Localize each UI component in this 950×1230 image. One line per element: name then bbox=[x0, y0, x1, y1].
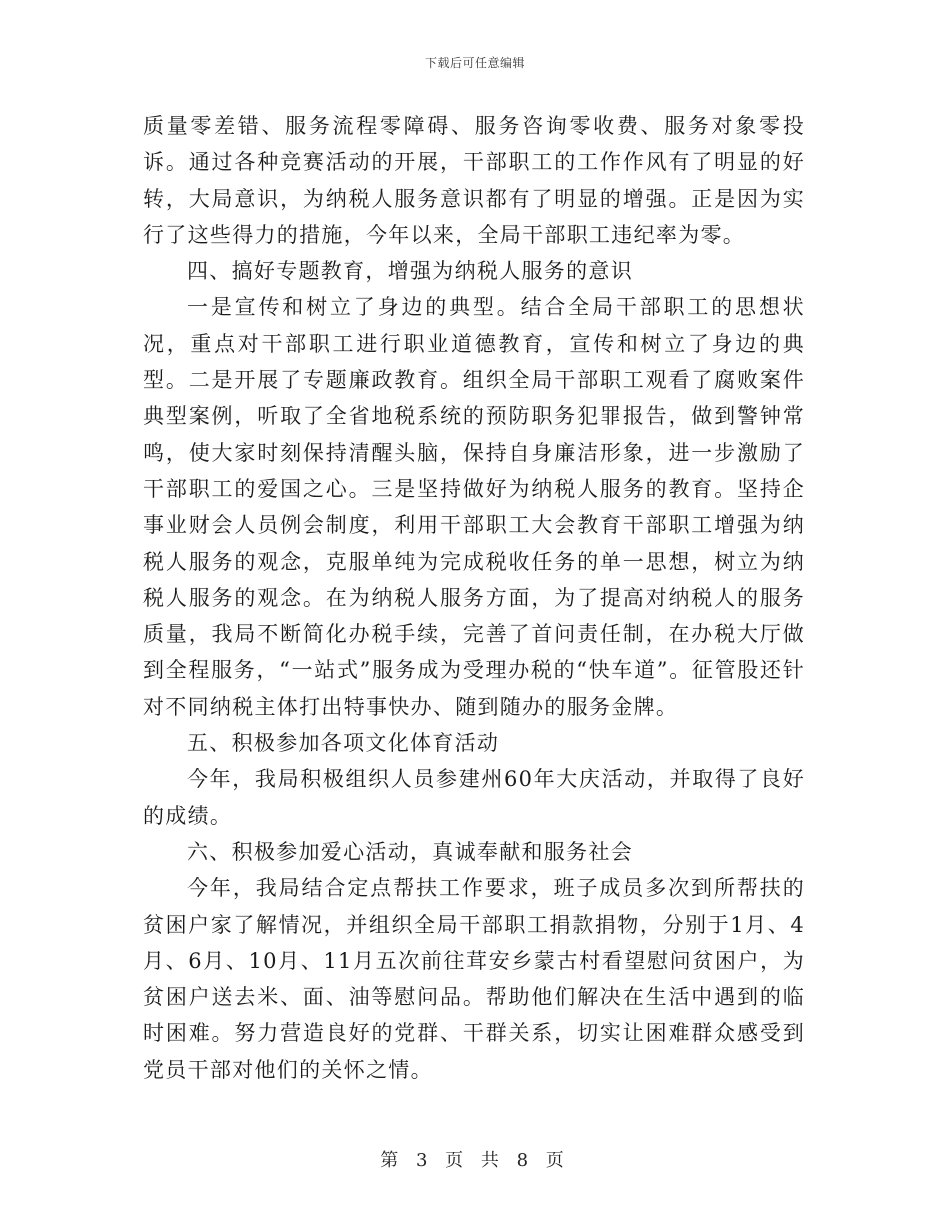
paragraph: 今年，我局结合定点帮扶工作要求，班子成员多次到所帮扶的贫困户家了解情况，并组织全局干部职工捐款捐物，分别于1月、4月、6月、10月、11月五次前往茸安乡蒙古村看望慰问贫困户，为贫困户送去米、面、油等慰问品。帮助他们解决在生活中遇到的临时困难。努力营造良好的党群、干群关系，切实让困难群众感受到党员干部对他们的关怀之情。 bbox=[143, 876, 805, 1082]
section-heading: 六、积极参加爱心活动，真诚奉献和服务社会 bbox=[187, 839, 633, 864]
paragraph: 一是宣传和树立了身边的典型。结合全局干部职工的思想状况，重点对干部职工进行职业道德教育，宣传和树立了身边的典型。二是开展了专题廉政教育。组织全局干部职工观看了腐败案件典型案例，听取了全省地税系统的预防职务犯罪报告，做到警钟常鸣，使大家时刻保持清醒头脑，保持自身廉洁形象，进一步激励了干部职工的爱国之心。三是坚持做好为纳税人服务的教育。坚持企事业财会人员例会制度，利用干部职工大会教育干部职工增强为纳税人服务的观念，克服单纯为完成税收任务的单一思想，树立为纳税人服务的观念。在为纳税人服务方面，为了提高对纳税人的服务质量，我局不断简化办税手续，完善了首问责任制，在办税大厅做到全程服务，“一站式”服务成为受理办税的“快车道”。征管股还针对不同纳税主体打出特事快办、随到随办的服务金牌。 bbox=[143, 295, 805, 719]
document-body bbox=[143, 108, 805, 1088]
paragraph: 质量零差错、服务流程零障碍、服务咨询零收费、服务对象零投诉。通过各种竞赛活动的开展，干部职工的工作作风有了明显的好转，大局意识，为纳税人服务意识都有了明显的增强。正是因为实行了这些得力的措施，今年以来，全局干部职工违纪率为零。 bbox=[143, 114, 805, 247]
header-note: 下载后可任意编辑 bbox=[424, 56, 525, 70]
section-heading: 四、搞好专题教育，增强为纳税人服务的意识 bbox=[187, 259, 633, 284]
page-number: 第 3 页 共 8 页 bbox=[380, 1150, 570, 1171]
paragraph: 今年，我局积极组织人员参建州60年大庆活动，并取得了良好的成绩。 bbox=[143, 767, 805, 828]
section-heading: 五、积极参加各项文化体育活动 bbox=[187, 731, 500, 756]
